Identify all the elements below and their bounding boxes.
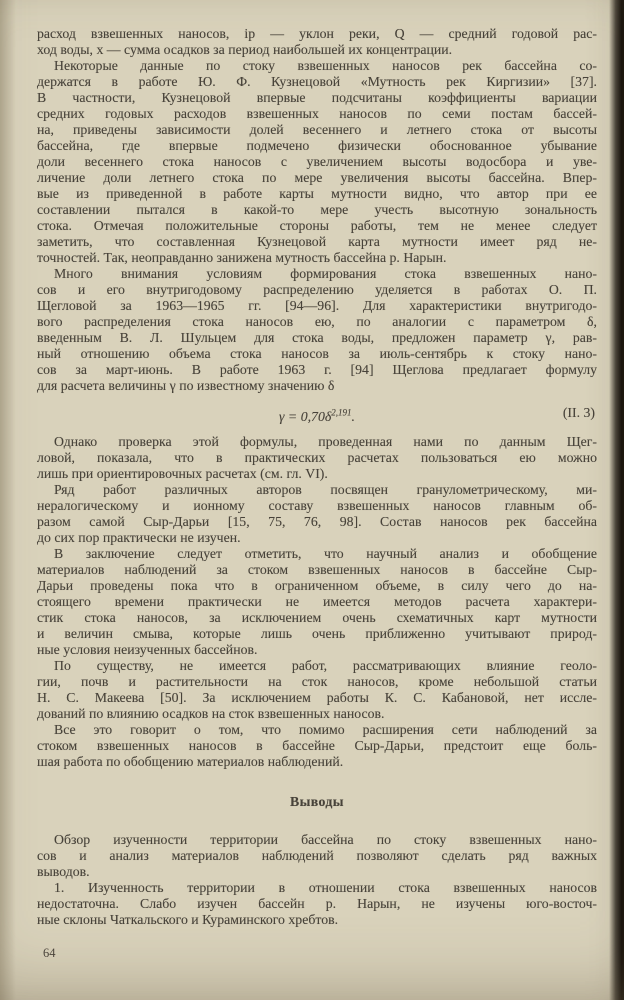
text-line: стоящего времени практически не имеется методов расчета характери- xyxy=(37,593,597,609)
text-line: 1. Изученность территории в отношении стока взвешенных наносов xyxy=(54,879,597,895)
text-line: дований по влиянию осадков на сток взвешенных наносов. xyxy=(37,705,385,721)
text-line: сов за март-июнь. В работе 1963 г. [94] Щеглова предлагает формулу xyxy=(37,362,597,377)
text-line: точностей. Так, неоправданно занижена мутность бассейна р. Нарын. xyxy=(37,250,447,265)
text-line: стоком взвешенных наносов в бассейне Сыр-Дарьи, предстоит еще боль- xyxy=(37,737,597,753)
text-line: сов и анализ материалов наблюдений позволяют сделать ряд важных xyxy=(37,847,597,863)
paragraph xyxy=(37,880,597,928)
text-column xyxy=(37,26,597,928)
text-line: вые из приведенной в работе карты мутности видно, что автор при ее xyxy=(37,186,597,201)
paragraph xyxy=(37,26,597,58)
text-line: стока. Отмечая положительные стороны работы, тем не менее следует xyxy=(37,218,597,233)
equation-row xyxy=(37,404,597,425)
paragraph xyxy=(37,722,597,770)
paragraph xyxy=(37,546,597,658)
text-line: Обзор изученности территории бассейна по стоку взвешенных нано- xyxy=(54,831,597,847)
text-line: Ряд работ различных авторов посвящен гранулометрическому, ми- xyxy=(54,481,597,497)
text-line: разом самой Сыр-Дарьи [15, 75, 76, 98]. Состав наносов рек бассейна xyxy=(37,513,597,529)
text-line: доли весеннего стока наносов с увеличением высоты водосбора и уве- xyxy=(37,154,597,169)
text-line: Однако проверка этой формулы, проведенная нами по данным Щег- xyxy=(54,433,597,449)
text-line: ход воды, х — сумма осадков за период наибольшей их концентрации. xyxy=(37,42,453,57)
text-line: В заключение следует отметить, что научный анализ и обобщение xyxy=(54,545,597,561)
paragraph xyxy=(37,832,597,880)
text-line: лишь при ориентировочных расчетах (см. гл. VI). xyxy=(37,465,328,481)
text-line: на, приведены зависимости долей весеннего и летнего стока от высоты xyxy=(37,122,597,137)
paragraph xyxy=(37,482,597,546)
text-line: личение доли летнего стока по мере увеличения высоты бассейна. Впер- xyxy=(37,170,597,185)
scan-edge-right xyxy=(609,0,624,1000)
page-left-shadow xyxy=(0,0,16,1000)
text-line: нералогическому и ионному составу взвешенных наносов главным об- xyxy=(37,497,597,513)
text-line: ные склоны Чаткальского и Кураминского хребтов. xyxy=(37,911,339,927)
text-line: и величин смыва, которые лишь очень приближенно учитывают природ- xyxy=(37,625,597,641)
text-line: Некоторые данные по стоку взвешенных наносов рек бассейна со- xyxy=(54,58,597,73)
text-line: выводов. xyxy=(37,863,90,879)
equation-number: (II. 3) xyxy=(562,405,595,420)
text-line: средних годовых расходов взвешенных наносов по семи постам бассей- xyxy=(37,106,597,121)
equation: $\gamma = 0,70\delta^{2,191}$. xyxy=(279,407,355,424)
text-line: гии, почв и растительности на сток наносов, кроме небольшой статьи xyxy=(37,673,597,689)
text-line: Дарьи проведены пока что в ограниченном объеме, в силу чего до на- xyxy=(37,577,597,593)
paragraph xyxy=(37,434,597,482)
section-heading: Выводы xyxy=(290,793,344,809)
page-number: 64 xyxy=(43,946,56,960)
text-line: ловой, показала, что в практических расчетах пользоваться ею можно xyxy=(37,449,597,465)
text-line: расход взвешенных наносов, iр — уклон реки, Q — средний годовой рас- xyxy=(37,26,597,41)
text-line: ные условия неизученных бассейнов. xyxy=(37,641,258,657)
text-line: сов и его внутригодовому распределению уделяется в работах О. П. xyxy=(37,282,597,297)
text-line: материалов наблюдений за стоком взвешенных наносов в бассейне Сыр- xyxy=(37,561,597,577)
paragraph xyxy=(37,266,597,394)
text-line: введенным В. Л. Шульцем для стока воды, предложен параметр γ, рав- xyxy=(37,330,597,345)
text-line: заметить, что составленная Кузнецовой карта мутности имеет ряд не- xyxy=(37,234,597,249)
text-line: вого распределения стока наносов ею, по аналогии с параметром δ, xyxy=(37,314,597,329)
text-line: составлении пытался в какой-то мере учесть высотную зональность xyxy=(37,202,597,217)
text-line: до сих пор практически не изучен. xyxy=(37,529,241,545)
text-line: стик стока наносов, за исключением очень схематичных карт мутности xyxy=(37,609,597,625)
paragraph xyxy=(37,658,597,722)
text-line: держатся в работе Ю. Ф. Кузнецовой «Мутность рек Киргизии» [37]. xyxy=(37,74,597,89)
text-line: ный отношению объема стока наносов за июль-сентябрь к стоку нано- xyxy=(37,346,597,361)
text-line: Много внимания условиям формирования стока взвешенных нано- xyxy=(54,266,597,281)
text-line: шая работа по обобщению материалов наблюдений. xyxy=(37,753,344,769)
text-line: Все это говорит о том, что помимо расширения сети наблюдений за xyxy=(54,721,597,737)
text-line: бассейна, где впервые подмечено физически обоснованное убывание xyxy=(37,138,597,153)
text-line: В частности, Кузнецовой впервые подсчитаны коэффициенты вариации xyxy=(37,90,597,105)
text-line: По существу, не имеется работ, рассматривающих влияние геоло- xyxy=(54,657,597,673)
text-line: Н. С. Макеева [50]. За исключением работы К. С. Кабановой, нет иссле- xyxy=(37,689,597,705)
text-line: недостаточна. Слабо изучен бассейн р. Нарын, не изучены юго-восточ- xyxy=(37,895,597,911)
paragraph xyxy=(37,58,597,266)
text-line: для расчета величины γ по известному значению δ xyxy=(37,378,335,393)
text-line: Щегловой за 1963—1965 гг. [94—96]. Для характеристики внутригодо- xyxy=(37,298,597,313)
